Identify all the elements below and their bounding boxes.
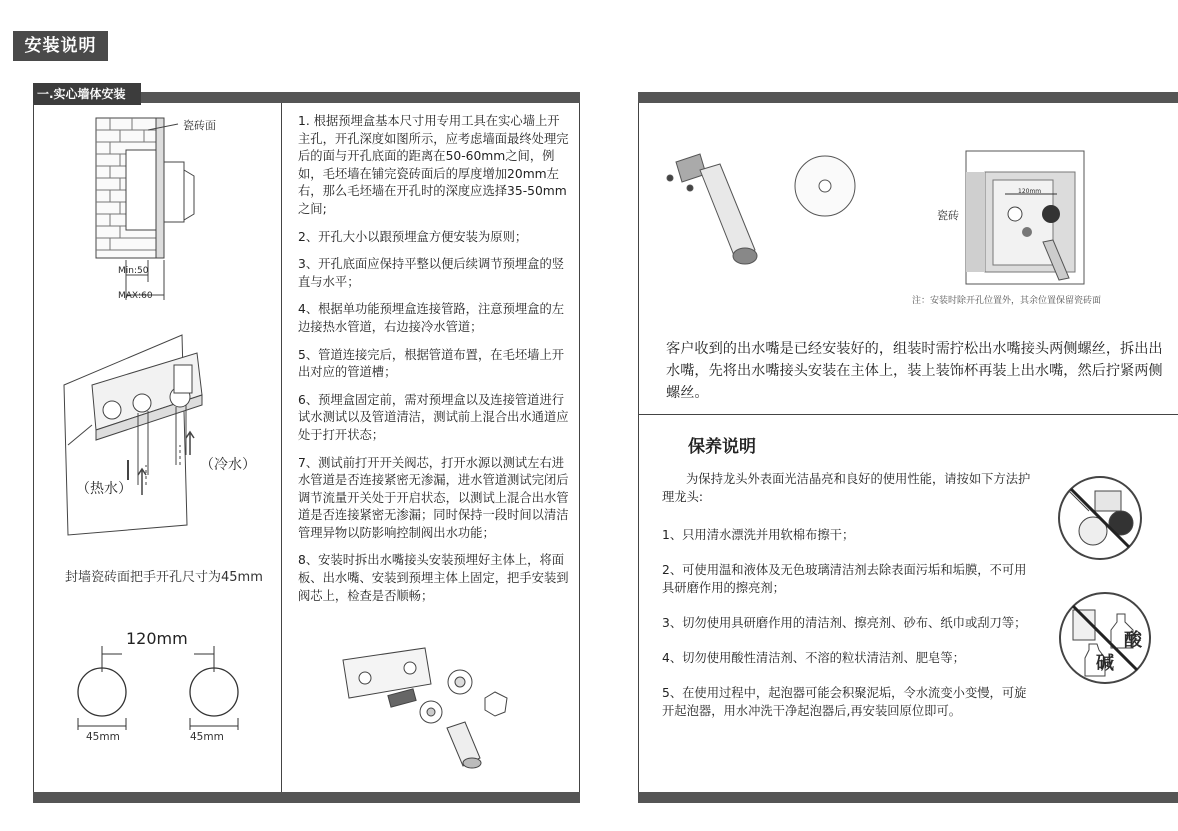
alkali-label: 碱 xyxy=(1096,653,1114,674)
installation-note: 注：安装时除开孔位置外，其余位置保留瓷砖面 xyxy=(912,296,1102,306)
left-divider xyxy=(281,103,282,793)
handle-hole-caption: 封墙瓷砖面把手开孔尺寸为45mm xyxy=(65,570,263,585)
step-7: 7、测试前打开开关阀芯，打开水源以测试左右进水管道是否连接紧密无渗漏，进水管道测试完闭后调节流量开关处于开启状态，以测试上混合出水管道是否连接紧密无渗漏；同时保持一段时间以清洁管理异物以防影响控制阀出水功能； xyxy=(298,455,569,540)
step-8: 8、安装时拆出水嘴接头安装预埋好主体上，将面板、出水嘴、安装到预埋主体上固定，把手安装到阀芯上，检查是否顺畅； xyxy=(298,553,569,603)
right-diameter-label: 45mm xyxy=(190,731,224,743)
spacing-dimension: 120mm xyxy=(126,629,188,648)
acid-label: 酸 xyxy=(1124,630,1142,651)
spout-parts-drawing xyxy=(660,140,860,280)
right-top-bar xyxy=(638,92,1178,103)
no-abrasives-icon xyxy=(1055,473,1145,563)
cold-water-label: （冷水） xyxy=(200,457,256,473)
installation-steps xyxy=(298,113,570,615)
right-separator xyxy=(638,414,1178,415)
tile-label: 瓷砖 xyxy=(937,209,959,222)
wall-position-diagram xyxy=(965,150,1085,285)
step-5: 5、管道连接完后，根据管道布置，在毛坯墙上开出对应的管道槽； xyxy=(298,347,565,380)
left-diameter-label: 45mm xyxy=(86,731,120,743)
maintenance-item-2: 2、可使用温和液体及无色玻璃清洁剂去除表面污垢和垢膜，不可用具研磨作用的擦亮剂； xyxy=(662,563,1027,595)
maintenance-item-5: 5、在使用过程中，起泡器可能会积聚泥垢，令水流变小变慢，可旋开起泡器，用水冲洗干净起泡器后,再安装回原位即可。 xyxy=(662,686,1027,718)
step-2: 2、开孔大小以跟预埋盒方便安装为原则； xyxy=(298,229,528,244)
right-bottom-bar xyxy=(638,792,1178,803)
page-header-title: 安装说明 xyxy=(13,31,108,61)
min-depth-label: Min:50 xyxy=(118,266,149,276)
section-title: 一.实心墙体安装 xyxy=(33,83,141,105)
maintenance-title: 保养说明 xyxy=(688,437,756,457)
maintenance-item-1: 1、只用清水漂洗并用软棉布擦干； xyxy=(662,528,855,542)
step-6: 6、预埋盒固定前，需对预埋盒以及连接管道进行试水测试以及管道清洁，测试前上混合出水通道应处于打开状态； xyxy=(298,392,569,442)
maintenance-item-3: 3、切勿使用具研磨作用的清洁剂、擦亮剂、砂布、纸巾或刮刀等； xyxy=(662,616,1027,630)
step-1: 1. 根据预埋盒基本尺寸用专用工具在实心墙上开主孔，开孔深度如图所示，应考虑墙面最终处理完后的面与开孔底面的距离在50-60mm之间，例如，毛坯墙在铺完瓷砖面后的厚度增加20mm左右，那么毛坯墙在开孔时的深度应选择35-50mm之间; xyxy=(298,114,569,216)
maintenance-list xyxy=(662,526,1037,737)
maintenance-intro: 为保持龙头外表面光洁晶亮和良好的使用性能，请按如下方法护理龙头: xyxy=(662,472,1031,504)
exploded-parts-diagram xyxy=(335,640,535,775)
wall-section-diagram xyxy=(90,110,220,310)
maintenance-item-4: 4、切勿使用酸性清洁剂、不溶的粒状清洁剂、肥皂等； xyxy=(662,651,965,665)
left-bottom-bar xyxy=(33,792,580,803)
tile-surface-label: 瓷砖面 xyxy=(183,119,216,132)
concealed-box-diagram xyxy=(62,325,262,540)
hot-water-label: （热水） xyxy=(76,481,132,497)
step-4: 4、根据单功能预埋盒连接管路，注意预埋盒的左边接热水管道，右边接冷水管道； xyxy=(298,302,565,334)
outlet-instructions: 客户收到的出水嘴是已经安装好的，组装时需拧松出水嘴接头两侧螺丝，拆出出水嘴，先将出水嘴接头安装在主体上，装上装饰杯再装上出水嘴，然后拧紧两侧螺丝。 xyxy=(666,341,1163,401)
max-depth-label: MAX:60 xyxy=(118,291,153,301)
spacing-label: 120mm xyxy=(1018,188,1042,195)
step-3: 3、开孔底面应保持平整以便后续调节预埋盒的竖直与水平； xyxy=(298,257,565,289)
